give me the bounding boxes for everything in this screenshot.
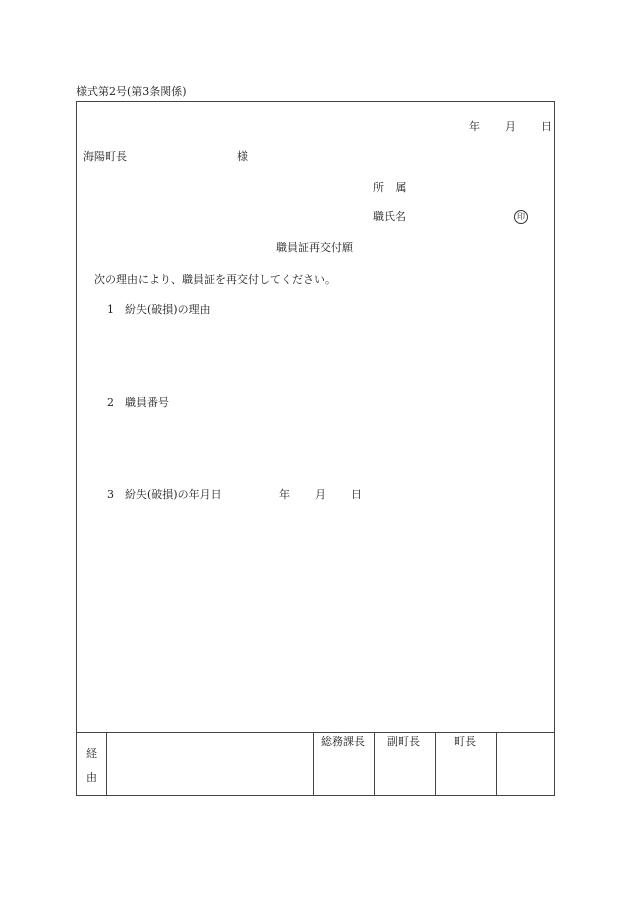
addressee-honorific: 様 bbox=[237, 150, 248, 163]
item-2-label: 職員番号 bbox=[125, 396, 169, 409]
item-2-number: 2 bbox=[107, 396, 114, 409]
item-1-label: 紛失(破損)の理由 bbox=[125, 303, 211, 316]
approval-divider-4 bbox=[496, 732, 497, 795]
seal-mark: 印 bbox=[514, 210, 528, 224]
addressee-title: 海陽町長 bbox=[83, 150, 127, 163]
item-3-day-label: 日 bbox=[351, 488, 362, 501]
approver-mayor: 町長 bbox=[454, 735, 476, 748]
affiliation-label: 所 属 bbox=[373, 181, 411, 194]
item-3-month-label: 月 bbox=[315, 488, 326, 501]
item-3-number: 3 bbox=[107, 488, 114, 501]
approval-divider-via bbox=[106, 732, 107, 795]
intro-text: 次の理由により、職員証を再交付してください。 bbox=[94, 273, 336, 286]
position-name-label: 職氏名 bbox=[373, 210, 406, 223]
approval-divider-3 bbox=[435, 732, 436, 795]
approver-general-affairs-chief: 総務課長 bbox=[321, 735, 365, 748]
item-1-number: 1 bbox=[107, 303, 114, 316]
document-title: 職員証再交付願 bbox=[276, 241, 353, 254]
form-frame bbox=[76, 101, 555, 796]
form-number: 様式第2号(第3条関係) bbox=[76, 85, 187, 98]
date-day-label: 日 bbox=[541, 120, 552, 133]
item-3-year-label: 年 bbox=[279, 488, 290, 501]
via-label-bottom: 由 bbox=[86, 771, 97, 784]
approval-table-top-border bbox=[77, 732, 554, 733]
approver-deputy-mayor: 副町長 bbox=[387, 735, 420, 748]
item-3-label: 紛失(破損)の年月日 bbox=[125, 488, 222, 501]
approval-divider-1 bbox=[313, 732, 314, 795]
approval-divider-2 bbox=[374, 732, 375, 795]
date-year-label: 年 bbox=[469, 120, 480, 133]
date-month-label: 月 bbox=[505, 120, 516, 133]
via-label-top: 経 bbox=[86, 747, 97, 760]
